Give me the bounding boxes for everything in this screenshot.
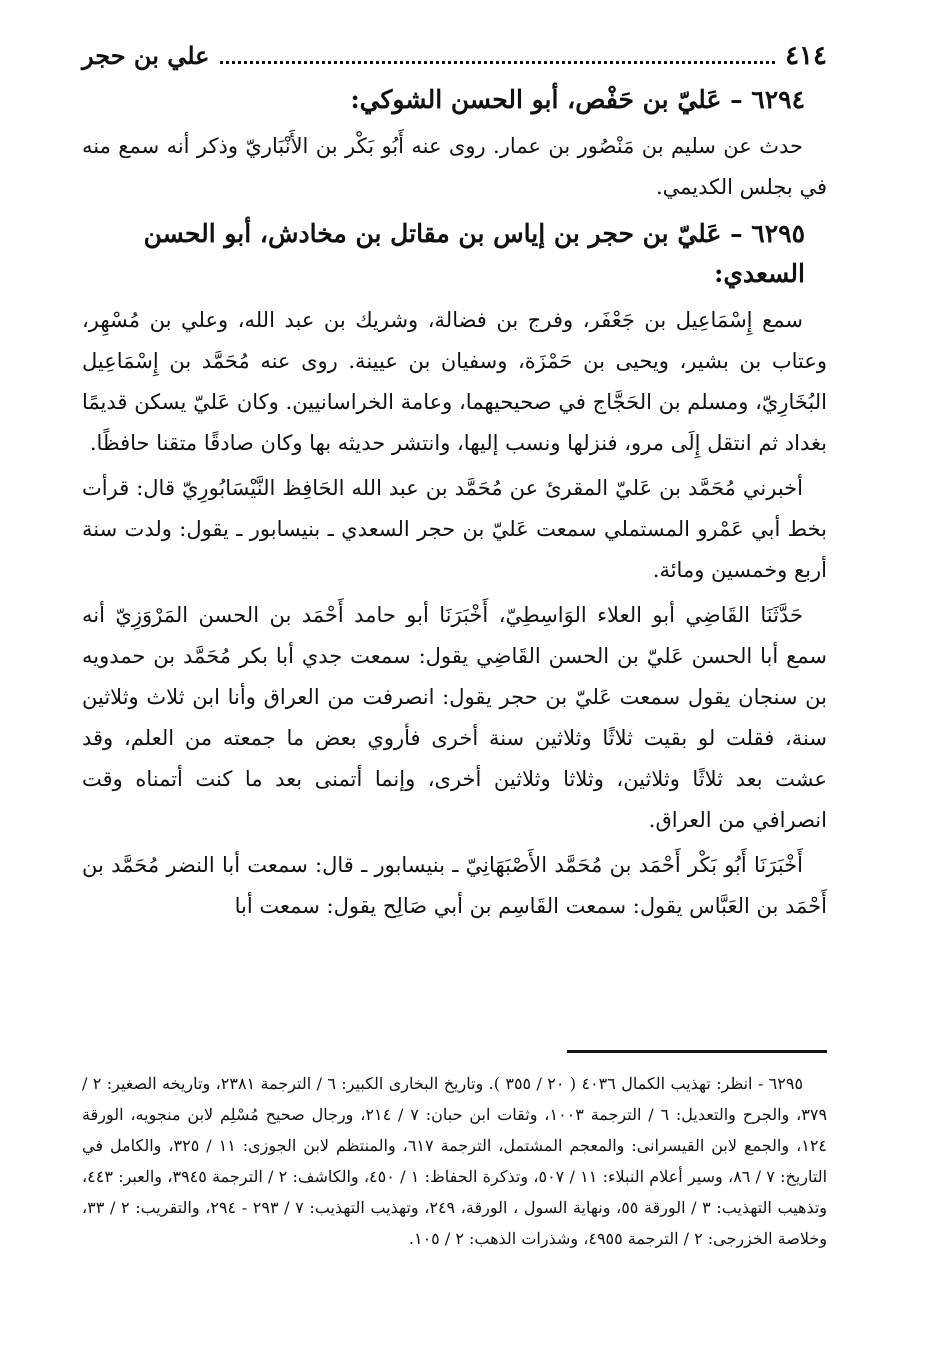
- running-title: علي بن حجر: [82, 41, 210, 70]
- entry-6295-paragraph-2: أخبرني مُحَمَّد بن عَليّ المقرئ عن مُحَمَّد بن عبد الله الحَافِظ النَّيْسَابُورِيّ قال: قرأت بخط أبي عَمْرو المستملي سمعت عَليّ بن حجر السعدي ـ بنيسابور ـ يقول: ولدت سنة أربع وخمسين ومائة.: [82, 476, 827, 582]
- dotted-leader: [220, 47, 776, 64]
- entry-6294-paragraph: حدث عن سليم بن مَنْصُور بن عمار. روى عنه أَبُو بَكْر بن الأَنْبَاريّ وذكر أنه سمع منه في بجلس الكديمي.: [82, 134, 827, 199]
- running-header: [82, 38, 827, 74]
- entry-6295-paragraph-4: أَخْبَرَنَا أَبُو بَكْر أَحْمَد بن مُحَمَّد الأَصْبَهَانِيّ ـ بنيسابور ـ قال: سمعت أبا النضر مُحَمَّد بن أَحْمَد بن العَبَّاس يقول: سمعت القَاسِم بن أبي صَالِح يقول: سمعت أبا: [82, 853, 827, 918]
- footnote-separator: [567, 1050, 827, 1053]
- entry-6295-paragraph-1: سمع إِسْمَاعِيل بن جَعْفَر، وفرج بن فضالة، وشريك بن عبد الله، وعلي بن مُسْهِر، وعتاب بن بشير، ويحيى بن حَمْزَة، وسفيان بن عيينة. روى عنه مُحَمَّد بن إِسْمَاعِيل البُخَارِيّ، ومسلم بن الحَجَّاج في صحيحيهما، وعامة الخراسانيين. وكان عَليّ يسكن قديمًا بغداد ثم انتقل إِلَى مرو، فنزلها ونسب إليها، وانتشر حديثه بها وكان صادقًا متقنا حافظًا.: [82, 308, 827, 455]
- entry-title-6295: ٦٢٩٥ – عَليّ بن حجر بن إياس بن مقاتل بن مخادش، أبو الحسن السعدي:: [143, 219, 805, 288]
- page-number: ٤١٤: [785, 41, 827, 71]
- footnote-6295: ٦٢٩٥ - انظر: تهذيب الكمال ٤٠٣٦ ( ٢٠ / ٣٥٥ ). وتاريخ البخارى الكبير: ٦ / الترجمة ٢٣٨١، وتاريخه الصغير: ٢ / ٣٧٩، والجرح والتعديل: ٦ / الترجمة ١٠٠٣، وثقات ابن حبان: ٧ / ٢١٤، ورجال صحيح مُسْلِم لابن منجويه، الورقة ١٢٤، والجمع لابن القيسرانى: والمعجم المشتمل، الترجمة ٦١٧، والمنتظم لابن الجوزى: ١١ / ٣٢٥، والكامل في التاريخ: ٧ / ٨٦، وسير أعلام النبلاء: ١١ / ٥٠٧، وتذكرة الحفاظ: ١ / ٤٥٠، والكاشف: ٢ / الترجمة ٣٩٤٥، والعبر: ٤٤٣، وتذهيب التهذيب: ٣ / الورقة ٥٥، ونهاية السول ، الورقة، ٢٤٩، وتهذيب التهذيب: ٧ / ٢٩٣ - ٢٩٤، والتقريب: ٢ / ٣٣، وخلاصة الخزرجى: ٢ / الترجمة ٤٩٥٥، وشذرات الذهب: ٢ / ١٠٥.: [82, 1074, 828, 1248]
- entry-6295-paragraph-3: حَدَّثَنَا القَاضِي أبو العلاء الوَاسِطِيّ، أَخْبَرَنَا أبو حامد أَحْمَد بن الحسن المَرْوَزِيّ أنه سمع أبا الحسن عَليّ بن الحسن القَاضِي يقول: سمعت جدي أبا بكر مُحَمَّد بن حمدويه بن سنجان يقول سمعت عَليّ بن حجر يقول: انصرفت من العراق وأنا ابن ثلاث وثلاثين سنة، فقلت لو بقيت ثلاثًا وثلاثين سنة أخرى فأروي بعض ما جمعته من العلم، وقد عشت بعد ثلاثًا وثلاثين، وثلاثا وثلاثين أخرى، وإنما أتمنى بعد ما كنت أتمناه وقت انصرافي من العراق.: [82, 603, 828, 832]
- entry-title-6294: ٦٢٩٤ – عَليّ بن حَفْص، أبو الحسن الشوكي:: [350, 85, 805, 114]
- book-page: [82, 38, 828, 1248]
